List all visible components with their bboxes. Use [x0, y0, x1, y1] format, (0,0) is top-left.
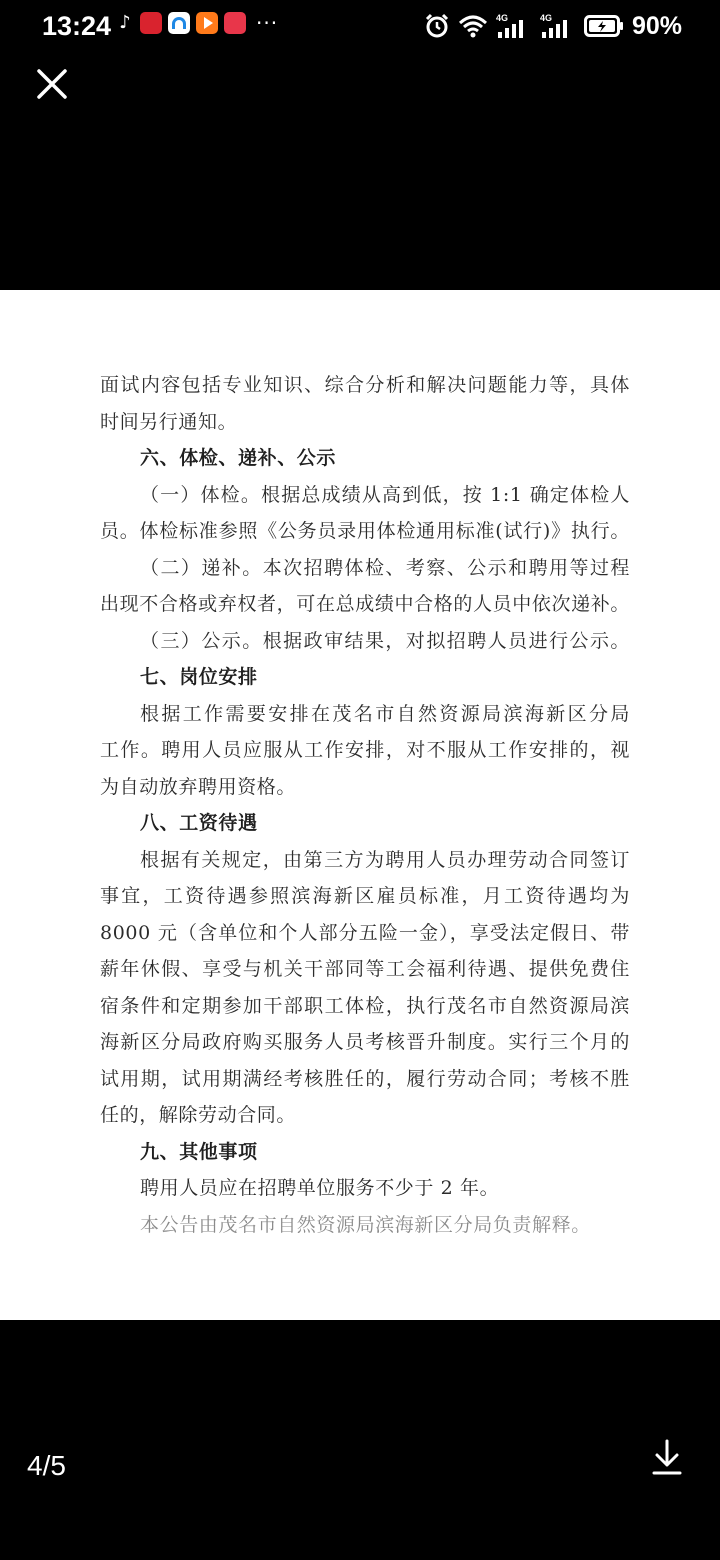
download-icon: [650, 1438, 684, 1478]
doc-line: 员。体检标准参照《公务员录用体检通用标准(试行)》执行。: [100, 520, 630, 542]
doc-line: 宿条件和定期参加干部职工体检，执行茂名市自然资源局滨: [100, 994, 630, 1017]
doc-line: 8000 元（含单位和个人部分五险一金），享受法定假日、带: [100, 921, 630, 944]
close-icon: [30, 62, 74, 106]
doc-line: 事宜，工资待遇参照滨海新区雇员标准，月工资待遇均为: [100, 885, 630, 907]
browser-app-icon: [168, 12, 190, 34]
status-time: 13:24: [42, 11, 112, 41]
doc-line: 为自动放弃聘用资格。: [100, 775, 297, 798]
document-text: [100, 367, 630, 1243]
doc-line: （一）体检。根据总成绩从高到低，按 1:1 确定体检人: [140, 483, 630, 506]
doc-line: 任的，解除劳动合同。: [100, 1104, 297, 1126]
doc-line: （二）递补。本次招聘体检、考察、公示和聘用等过程: [140, 556, 630, 579]
more-notifications-icon: ···: [256, 11, 279, 35]
section-heading: 六、体检、递补、公示: [140, 447, 337, 469]
news-app-icon: [140, 12, 162, 34]
doc-line: 聘用人员应在招聘单位服务不少于 2 年。: [140, 1177, 500, 1199]
doc-line: 根据工作需要安排在茂名市自然资源局滨海新区分局: [140, 702, 630, 725]
alarm-icon: [424, 13, 450, 39]
wifi-icon: [458, 13, 488, 39]
home-indicator: [0, 1520, 720, 1560]
page-counter: 4/5: [27, 1450, 66, 1481]
doc-line: 本公告由茂名市自然资源局滨海新区分局负责解释。: [140, 1213, 591, 1236]
doc-line: 工作。聘用人员应服从工作安排，对不服从工作安排的，视: [100, 739, 630, 761]
doc-line: 面试内容包括专业知识、综合分析和解决问题能力等，具体: [100, 374, 630, 396]
doc-line: 出现不合格或弃权者，可在总成绩中合格的人员中依次递补。: [100, 593, 630, 615]
video-app-icon: [196, 12, 218, 34]
section-heading: 八、工资待遇: [140, 812, 258, 834]
section-heading: 七、岗位安排: [140, 666, 258, 688]
download-button[interactable]: [650, 1438, 684, 1478]
doc-line: （三）公示。根据政审结果，对拟招聘人员进行公示。: [140, 629, 630, 652]
doc-line: 薪年休假、享受与机关干部同等工会福利待遇、提供免费住: [100, 958, 630, 980]
network-label: 4G: [495, 13, 508, 23]
signal-4g-icon: [496, 12, 532, 40]
status-bar: [0, 0, 720, 52]
doc-line: 时间另行通知。: [100, 410, 238, 433]
document-page-image[interactable]: [0, 290, 720, 1320]
shopping-app-icon: [224, 12, 246, 34]
network-label: 4G: [539, 13, 552, 23]
battery-percent: 90%: [631, 12, 682, 40]
notification-icons: [116, 12, 278, 34]
close-button[interactable]: [30, 62, 74, 106]
signal-4g-icon-2: [540, 12, 576, 40]
doc-line: 根据有关规定，由第三方为聘用人员办理劳动合同签订: [140, 848, 630, 871]
battery-charging-icon: [584, 14, 624, 38]
system-status-icons: [424, 10, 682, 42]
doc-line: 试用期，试用期满经考核胜任的，履行劳动合同；考核不胜: [100, 1067, 630, 1090]
doc-line: 海新区分局政府购买服务人员考核晋升制度。实行三个月的: [100, 1031, 630, 1053]
section-heading: 九、其他事项: [140, 1140, 258, 1163]
tiktok-icon: ♪: [119, 12, 131, 33]
